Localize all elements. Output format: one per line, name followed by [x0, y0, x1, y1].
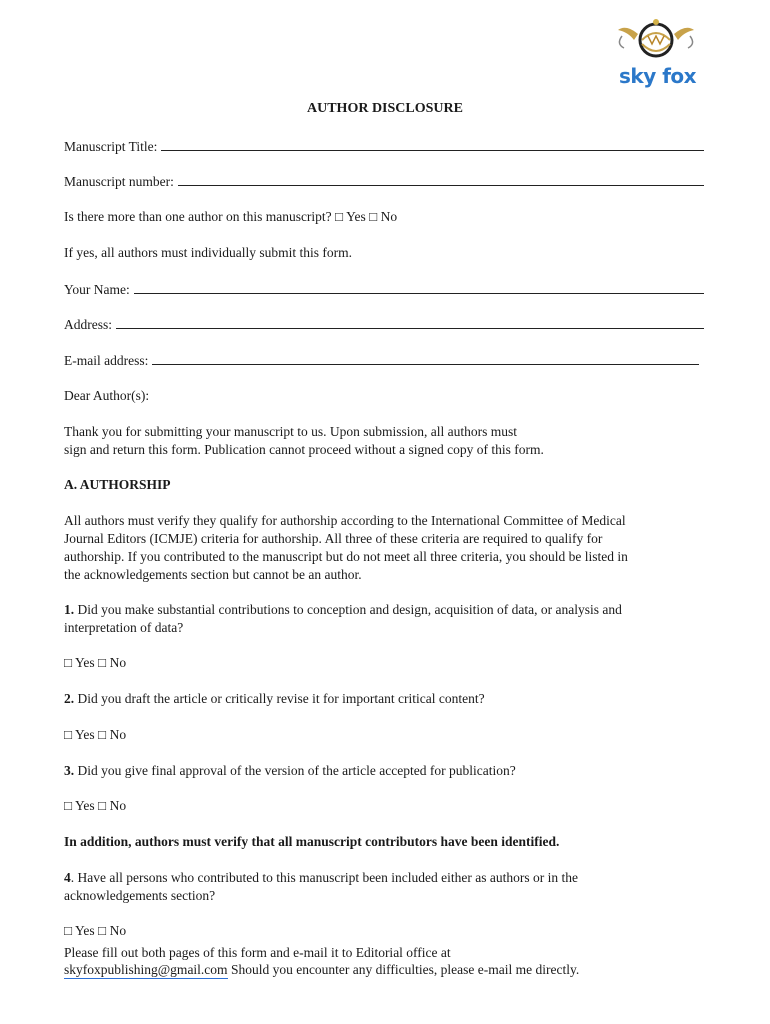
email-field[interactable] — [64, 351, 699, 370]
brand-name: sky fox — [619, 64, 697, 88]
question-1 — [64, 601, 622, 619]
manuscript-number-field[interactable] — [64, 172, 704, 191]
contributors-note: In addition, authors must verify that all manuscript contributors have been identified. — [64, 834, 560, 849]
email-label: E-mail address: — [64, 353, 149, 368]
section-a-text-3: authorship. If you contributed to the manuscript but do not meet all three criteria, you should be listed in — [64, 549, 628, 564]
question-3-line-1: Did you give final approval of the version of the article accepted for publication? — [77, 763, 516, 778]
email-line[interactable] — [152, 351, 699, 365]
page-title: AUTHOR DISCLOSURE — [307, 101, 463, 116]
question-2-line-1: Did you draft the article or critically revise it for important critical content? — [77, 691, 485, 706]
question-4 — [64, 869, 578, 887]
question-1-line-2: interpretation of data? — [64, 620, 184, 635]
footer-line-2-text: Should you encounter any difficulties, please e-mail me directly. — [227, 962, 580, 977]
question-3-number: 3. — [64, 763, 75, 778]
editorial-email-link[interactable]: skyfoxpublishing@gmail.com — [64, 962, 228, 977]
manuscript-number-line[interactable] — [178, 172, 704, 186]
question-1-answer[interactable]: □ Yes □ No — [64, 655, 127, 670]
manuscript-number-label: Manuscript number: — [64, 174, 174, 189]
footer-line-1: Please fill out both pages of this form and e-mail it to Editorial office at — [64, 945, 451, 960]
manuscript-title-label: Manuscript Title: — [64, 139, 158, 154]
intro-line-2: sign and return this form. Publication cannot proceed without a signed copy of this form. — [64, 442, 544, 457]
question-4-number: 4 — [64, 870, 71, 885]
address-label: Address: — [64, 317, 112, 332]
question-4-line-2: acknowledgements section? — [64, 888, 216, 903]
question-2-number: 2. — [64, 691, 75, 706]
section-a-text-2: Journal Editors (ICMJE) criteria for authorship. All three of these criteria are required to qualify for — [64, 531, 603, 546]
section-a-text-4: the acknowledgements section but cannot be an author. — [64, 567, 362, 582]
address-line[interactable] — [116, 315, 704, 329]
logo-emblem-icon — [608, 14, 704, 64]
question-2 — [64, 690, 485, 708]
question-4-answer[interactable]: □ Yes □ No — [64, 923, 127, 938]
question-3 — [64, 762, 516, 780]
sky-fox-logo — [608, 14, 704, 94]
question-1-line-1: Did you make substantial contributions to conception and design, acquisition of data, or analysis and — [77, 602, 622, 617]
footer-line-2 — [64, 961, 579, 979]
question-1-number: 1. — [64, 602, 75, 617]
section-a-heading: A. AUTHORSHIP — [64, 477, 171, 492]
section-a-text-1: All authors must verify they qualify for authorship according to the International Committee of Medical — [64, 513, 626, 528]
intro-line-1: Thank you for submitting your manuscript to us. Upon submission, all authors must — [64, 424, 517, 439]
address-field[interactable] — [64, 315, 704, 334]
your-name-label: Your Name: — [64, 282, 130, 297]
manuscript-title-field[interactable] — [64, 137, 704, 156]
question-2-answer[interactable]: □ Yes □ No — [64, 727, 127, 742]
your-name-field[interactable] — [64, 280, 704, 299]
question-4-line-1: . Have all persons who contributed to this manuscript been included either as authors or in the — [70, 870, 578, 885]
question-3-answer[interactable]: □ Yes □ No — [64, 798, 127, 813]
manuscript-title-line[interactable] — [161, 137, 704, 151]
greeting: Dear Author(s): — [64, 388, 150, 403]
if-yes-note: If yes, all authors must individually submit this form. — [64, 245, 352, 260]
multiple-authors-question: Is there more than one author on this manuscript? □ Yes □ No — [64, 209, 398, 224]
your-name-line[interactable] — [134, 280, 704, 294]
